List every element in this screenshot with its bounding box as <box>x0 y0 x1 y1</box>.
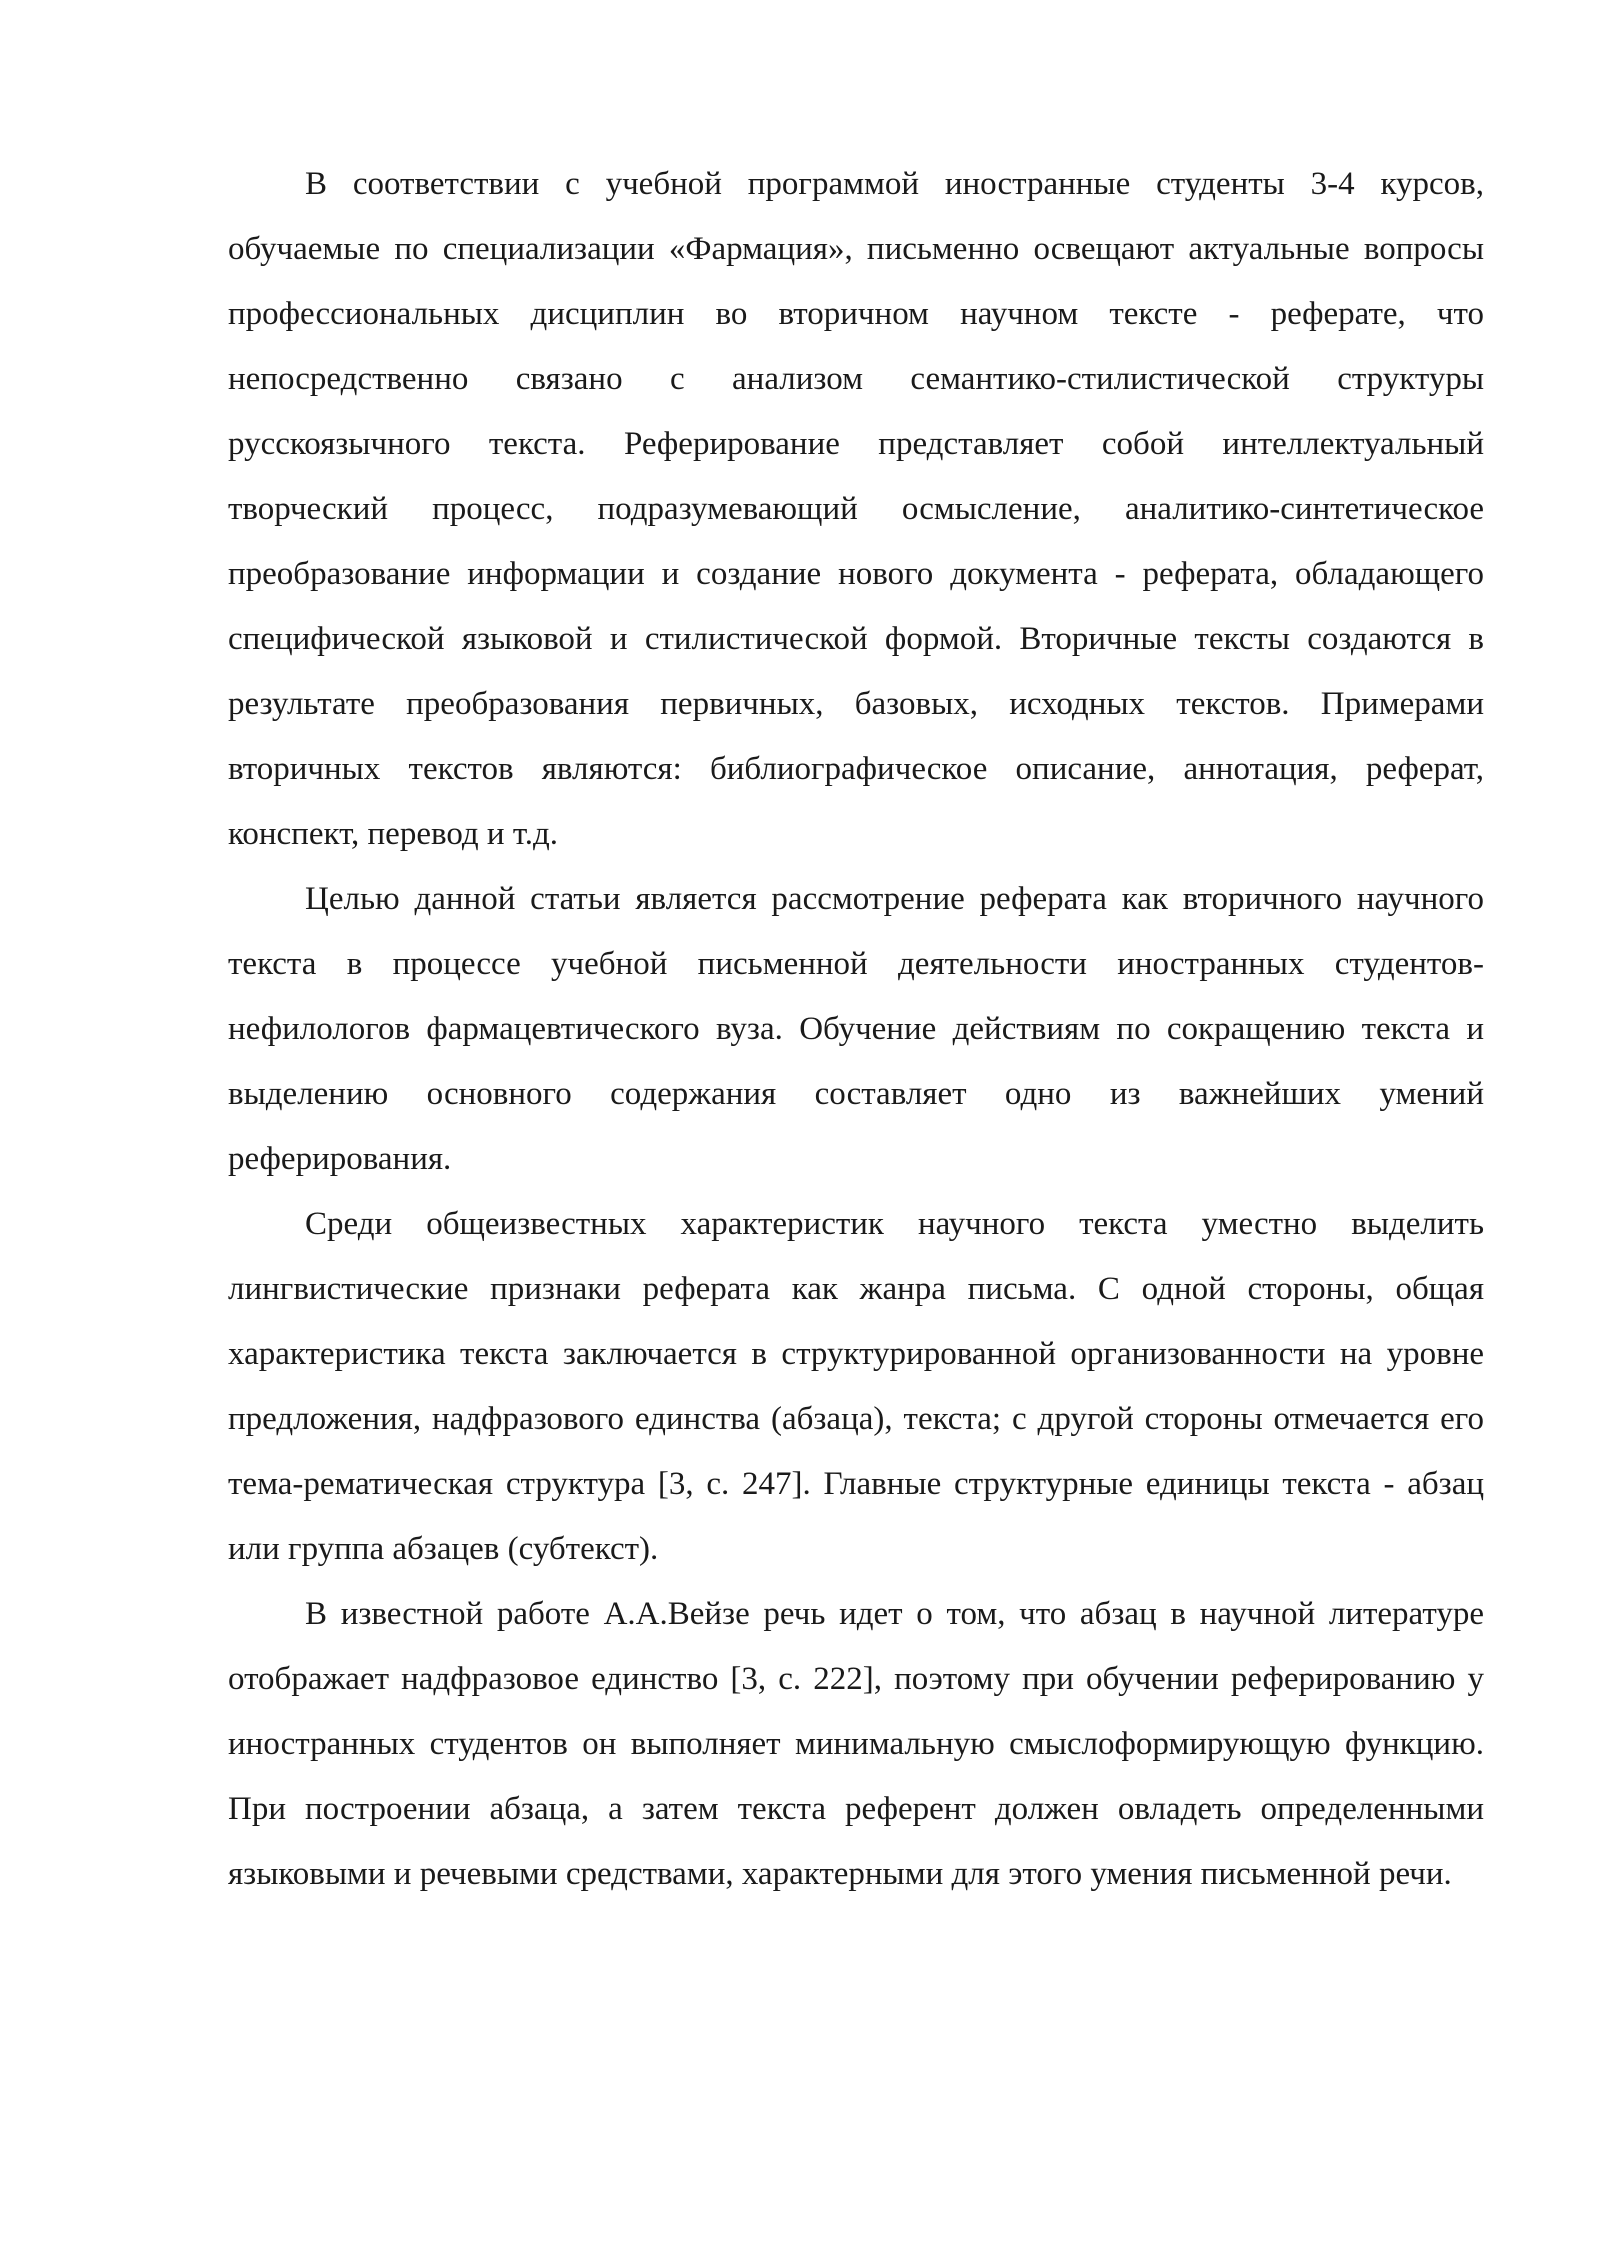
document-body <box>228 152 1484 1907</box>
paragraph: В соответствии с учебной программой иностранные студенты 3-4 курсов, обучаемые по специализации «Фармация», письменно освещают актуальные вопросы профессиональных дисциплин во вторичном научном тексте - реферате, что непосредственно связано с анализом семантико-стилистической структуры русскоязычного текста. Реферирование представляет собой интеллектуальный творческий процесс, подразумевающий осмысление, аналитико-синтетическое преобразование информации и создание нового документа - реферата, обладающего специфической языковой и стилистической формой. Вторичные тексты создаются в результате преобразования первичных, базовых, исходных текстов. Примерами вторичных текстов являются: библиографическое описание, аннотация, реферат, конспект, перевод и т.д. <box>228 166 1484 852</box>
paragraph: Среди общеизвестных характеристик научного текста уместно выделить лингвистические признаки реферата как жанра письма. С одной стороны, общая характеристика текста заключается в структурированной организованности на уровне предложения, надфразового единства (абзаца), текста; с другой стороны отмечается его тема-рематическая структура [3, с. 247]. Главные структурные единицы текста - абзац или группа абзацев (субтекст). <box>228 1206 1484 1567</box>
paragraph: Целью данной статьи является рассмотрение реферата как вторичного научного текста в процессе учебной письменной деятельности иностранных студентов-нефилологов фармацевтического вуза. Обучение действиям по сокращению текста и выделению основного содержания составляет одно из важнейших умений реферирования. <box>228 881 1484 1177</box>
paragraph: В известной работе А.А.Вейзе речь идет о том, что абзац в научной литературе отображает надфразовое единство [3, с. 222], поэтому при обучении реферированию у иностранных студентов он выполняет минимальную смыслоформирующую функцию. При построении абзаца, а затем текста референт должен овладеть определенными языковыми и речевыми средствами, характерными для этого умения письменной речи. <box>228 1596 1484 1892</box>
